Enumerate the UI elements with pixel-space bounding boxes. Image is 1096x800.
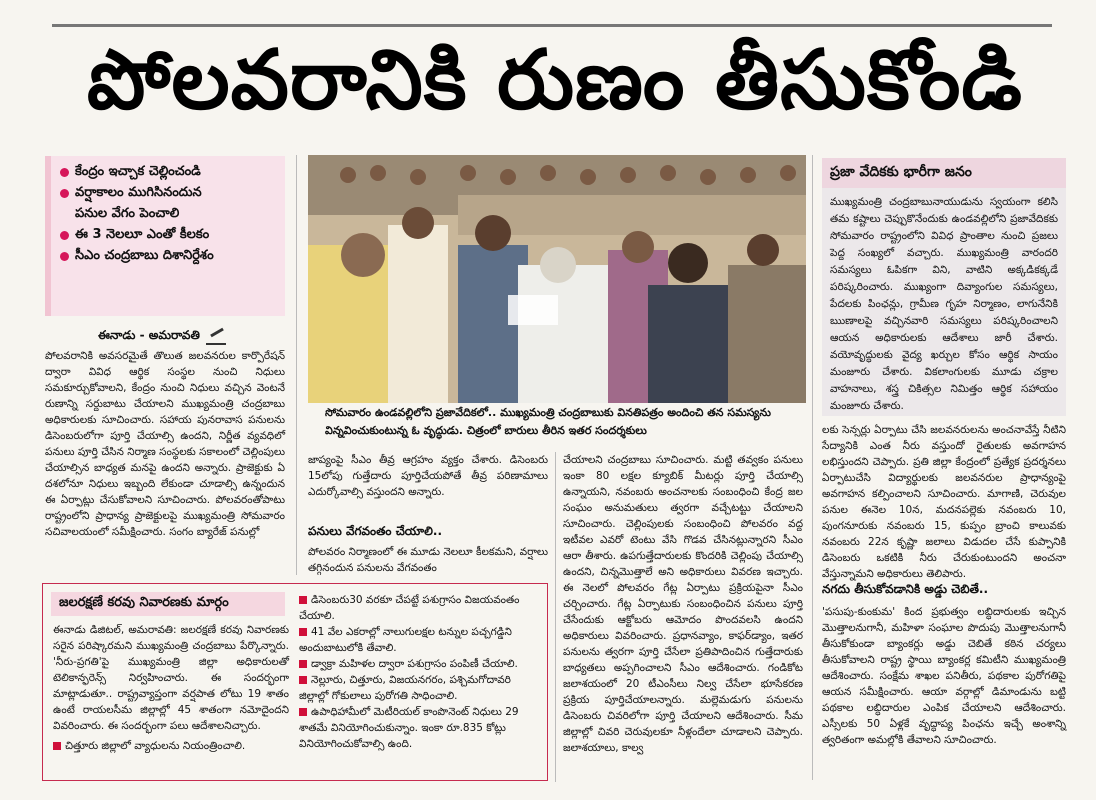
highlight-item-cont [57, 205, 279, 223]
column-divider [555, 452, 556, 782]
column-divider [296, 155, 297, 575]
highlights-box [45, 156, 285, 316]
photo-caption: సోమవారం ఉండవల్లిలోని ప్రజావేదికలో.. ముఖ్యమంత్రి చంద్రబాబుకు వినతిపత్రం అందించి తన సమస్యను విన్నవించుకుంటున్న ఓ వృద్ధుడు. చిత్రంలో బారులు తీరిన ఇతర సందర్శకులు [325, 406, 771, 437]
subheading-speed-up: పనులు వేగవంతం చేయాలి.. [308, 524, 443, 538]
square-bullet-icon [299, 628, 307, 636]
boxed-title: జలరక్షణే కరవు నివారణకు మార్గం [51, 592, 285, 616]
article-col-3: చేయాలని చంద్రబాబు సూచించారు. మట్టి తవ్వకం పనులు ఇంకా 80 లక్షల క్యూబిక్ మీటర్లు పూర్తి చేయాల్సి ఉన్నాయని, నవంబరు అంచనాలకు సంబంధించి కేంద్ర జల సంఘం అనుమతులు త్వరగా వచ్చేటట్టు చేయాలని సూచించారు. చెల్లింపులకు సంబంధించి పోలవరం వద్ద ఇటీవల ఎవరో టెంటు వేసి గొడవ చేసినట్లున్నారని సీఎం ఆరా తీశారు. ఉపగుత్తేదారులకు కొందరికి చెల్లింపు చేయాల్సి ఉందని, చిన్నమొత్తాలే అని అధికారులు వివరణ ఇచ్చారు. ఈ నెలలో పోలవరం గేట్ల ఏర్పాటు ప్రక్రియపైనా సీఎం చర్చించారు. గేట్ల ఏర్పాటుకు సంబంధించిన పనులు పూర్తి చేసేందుకు ఆక్టోబరు ఆమోదం పొందవలసి ఉందని అధికారులు వివరించారు. ప్రధానవ్యాం, కాఫర్‌డ్యాం, ఇతర పనులను త్వరగా పూర్తి చేసేలా ప్రతిపాదించిన గుత్తేదారుకు బాధ్యతలు అప్పగించాలని సీఎం ఆదేశించారు. గండికోట జలాశయంలో 20 టీఎంసీలు నిల్వ చేసేలా భూసేకరణ ప్రక్రియ పూర్తిచేయాలన్నారు. మల్లెమడుగు పనులను డిసెంబరు చివరిలోగా పూర్తి చేయాలని ఆదేశించారు. సీమ జిల్లాల్లో చివరి చెరువులకూ నీళ్లందేలా చూడాలని చెప్పారు. జలాశయాలు, కాల్వ [563, 454, 803, 754]
subheading-cash: నగదు తీసుకోవడానికి అడ్డు చెబితే.. [822, 582, 989, 596]
square-bullet-icon [299, 596, 307, 604]
news-photo [308, 155, 806, 403]
boxed-list-item [299, 704, 541, 752]
boxed-list-item [299, 624, 541, 656]
highlight-item: వర్షాకాలం ముగిసినందున [57, 184, 279, 202]
column-divider [812, 155, 813, 780]
boxed-list-item [299, 672, 541, 704]
sidebar-heading: ప్రజా వేదికకు భారీగా జనం [822, 158, 1066, 188]
boxed-list-item-text: ఉపాధిహామీలో మెటీరియల్ కాంపొనెంట్ నిధులు 29 శాతమే వినియోగించుకున్నాం. ఇంకా రూ.835 కోట్లు వినియోగించుకోవాల్సి ఉంది. [299, 706, 519, 750]
square-bullet-icon [53, 742, 61, 750]
boxed-list-item-text: డ్వాక్రా మహిళల ద్వారా పశుగ్రాసం పంపిణీ చేయాలి. [311, 658, 518, 670]
square-bullet-icon [299, 676, 307, 684]
boxed-left-text [53, 622, 289, 754]
article-col-1: పోలవరానికి అవసరమైతే తొలుత జలవనరుల కార్పొరేషన్ ద్వారా వివిధ ఆర్థిక సంస్థల నుంచి నిధులు సమకూర్చుకోవాలని, కేంద్రం నుంచి నిధులు వచ్చిన వెంటనే రుణాన్ని సర్దుబాటు చేయాలని ముఖ్యమంత్రి చంద్రబాబు అధికారులకు సూచించారు. సహాయ పునరావాస పనులను డిసెంబరులోగా పూర్తి చేయాల్సి ఉందని, నిర్ణీత వ్యవధిలో పనులు పూర్తి చేసిన నిర్మాణ సంస్థలకు సకాలంలో చెల్లింపులు చేయాల్సిన బాధ్యత మనపై ఉందని అన్నారు. ప్రాజెక్టుకు ఏ దశలోనూ నిధులు ఇబ్బంది లేకుండా చూడాల్సి ఉన్నందున ఈ ఏర్పాట్లు చేసుకోవాలని సూచించారు. పోలవరంతోపాటు రాష్ట్రంలోని ప్రాధాన్య ప్రాజెక్టులపై ముఖ్యమంత్రి సోమవారం సచివాలయంలో సమీక్షించారు. సంగం బ్యారేజ్ పనుల్లో [45, 350, 285, 538]
boxed-left-bullet-text: చిత్తూరు జిల్లాలో వ్యాధులను నియంత్రించాలి. [65, 740, 246, 752]
boxed-left-body: ఈనాడు డిజిటల్, అమరావతి: జలరక్షణే కరవు నివారణకు సరైన పరిష్కారమని ముఖ్యమంత్రి చంద్రబాబు పేర్కొన్నారు. 'నీరు-ప్రగతి'పై ముఖ్యమంత్రి జిల్లా అధికారులతో టెలికాన్ఫరెన్స్ నిర్వహించారు. ఈ సందర్భంగా మాట్లాడుతూ.. రాష్ట్రవ్యాప్తంగా వర్షపాత లోటు 19 శాతం ఉంటే రాయలసీమ జిల్లాల్లో 45 శాతంగా నమోదైందని వివరించారు. ఈ సందర్భంగా పలు ఆదేశాలనిచ్చారు. [53, 624, 289, 732]
boxed-left-bullet [53, 738, 289, 754]
boxed-list-item [299, 656, 541, 672]
boxed-list-item-text: డిసెంబరు30 వరకూ చేపట్టే పశుగ్రాసం విజయవంతం చేయాలి. [299, 594, 520, 622]
highlight-item: కేంద్రం ఇచ్చాక చెల్లించండి [57, 163, 279, 181]
boxed-list-item-text: 41 వేల ఎకరాల్లో నాలుగులక్షల టన్నుల పచ్చగడ్డిని అందుబాటులోకి తేవాలి. [299, 626, 512, 654]
highlight-item: ఈ 3 నెలలూ ఎంతో కీలకం [57, 226, 279, 244]
top-rule [52, 24, 1052, 27]
water-conservation-box [42, 583, 548, 781]
headline: పోలవరానికి రుణం తీసుకోండి [87, 32, 1023, 128]
square-bullet-icon [299, 708, 307, 716]
dateline-text: ఈనాడు - అమరావతి [98, 328, 200, 342]
pen-icon [206, 329, 226, 345]
square-bullet-icon [299, 660, 307, 668]
boxed-list-item-text: నెల్లూరు, చిత్తూరు, విజయనగరం, పశ్చిమగోదావరి జిల్లాల్లో గోకులాలు పురోగతి సాధించాలి. [299, 674, 511, 702]
article-col-4: లకు సెన్సర్లు ఏర్పాటు చేసి జలవనరులను అంచనావేస్తే నీటిని సేద్యానికి ఎంత నీరు వస్తుందో రైతులకు అవగాహన లభిస్తుందని చెప్పారు. ప్రతి జిల్లా కేంద్రంలో ప్రత్యేక ప్రదర్శనలు ఏర్పాటుచేసి విద్యార్థులకు జలవనరుల ప్రాధాన్యంపై అవగాహన కల్పించాలని సూచించారు. మాగాణి, చెరువుల పనుల ఈనెల 10న, మదనపల్లెకు నవంబరు 10, పుంగనూరుకు నవంబరు 15, కుప్పం బ్రాంచి కాలువకు నవంబరు 22న కృష్ణా జలాలు విడుదల చేసే కుప్పానికి డిసెంబరు ఒకటికి నీరు చేరుకుంటుందని అంచనా వేస్తున్నామని అధికారులు తెలిపారు. [822, 424, 1066, 580]
highlight-item-text: పనుల వేగం పెంచాలి [75, 206, 180, 221]
article-col-2b: పోలవరం నిర్మాణంలో ఈ మూడు నెలలూ కీలకమని, వర్షాలు తగ్గినందున పనులను వేగవంతం [308, 546, 548, 574]
article-col-2: జాప్యంపై సీఎం తీవ్ర ఆగ్రహం వ్యక్తం చేశారు. డిసెంబరు 15లోపు గుత్తేదారు పూర్తిచేయపోతే తీవ్ర పరిణామాలు ఎదుర్కోవాల్సి వస్తుందని అన్నారు. [308, 454, 548, 498]
article-col-4b: 'పసుపు-కుంకుమ' కింద ప్రభుత్వం లబ్ధిదారులకు ఇచ్చిన మొత్తాలనుగానీ, మహిళా సంఘాల పొదుపు మొత్తాలనుగానీ తీసుకోకుండా బ్యాంకర్లు అడ్డు చెబితే కఠిన చర్యలు తీసుకోవాలని రాష్ట్ర స్థాయి బ్యాంకర్ల కమిటీని ముఖ్యమంత్రి ఆదేశించారు. సంక్షేమ శాఖల పనితీరు, పథకాల పురోగతిపై ఆయన సమీక్షించారు. ఆయా వర్గాల్లో డిమాండును బట్టి పథకాల లబ్ధిదారుల ఎంపిక చేయాలని ఆదేశించారు. ఎస్సీలకు 50 ఏళ్లకే వృద్ధాప్య పింఛను ఇచ్చే అంశాన్ని త్వరితంగా అమల్లోకి తేవాలని సూచించారు. [822, 606, 1066, 746]
boxed-list-item [299, 592, 541, 624]
sidebar-body: ముఖ్యమంత్రి చంద్రబాబునాయుడును స్వయంగా కలిసి తమ కష్టాలు చెప్పుకొనేందుకు ఉండవల్లిలోని ప్రజావేదికకు సోమవారం రాష్ట్రంలోని వివిధ ప్రాంతాల నుంచి ప్రజలు పెద్ద సంఖ్యలో వచ్చారు. ముఖ్యమంత్రి వారందరి సమస్యలు ఓపికగా విని, వాటిని అక్కడికక్కడే పరిష్కరించారు. ముఖ్యంగా దివ్యాంగుల సమస్యలు, పేదలకు పింఛన్లు, గ్రామీణ గృహ నిర్మాణం, లాగునేనికి ఋణాలపై వచ్చినవారి సమస్యలు పరిష్కరించాలని ఆయన అధికారులకు ఆదేశాలు జారీ చేశారు. వయోవృద్ధులకు వైద్య ఖర్చుల కోసం ఆర్థిక సాయం మంజూరు చేశారు. వికలాంగులకు మూడు చక్రాల వాహనాలు, శస్త్ర చికిత్సల నిమిత్తం ఆర్థిక సహాయం మంజూరు చేశారు. [822, 188, 1066, 416]
highlight-item: సీఎం చంద్రబాబు దిశానిర్దేశం [57, 247, 279, 265]
dateline [98, 328, 226, 345]
boxed-right-list [299, 592, 541, 752]
crowd-photo-image [308, 155, 806, 403]
